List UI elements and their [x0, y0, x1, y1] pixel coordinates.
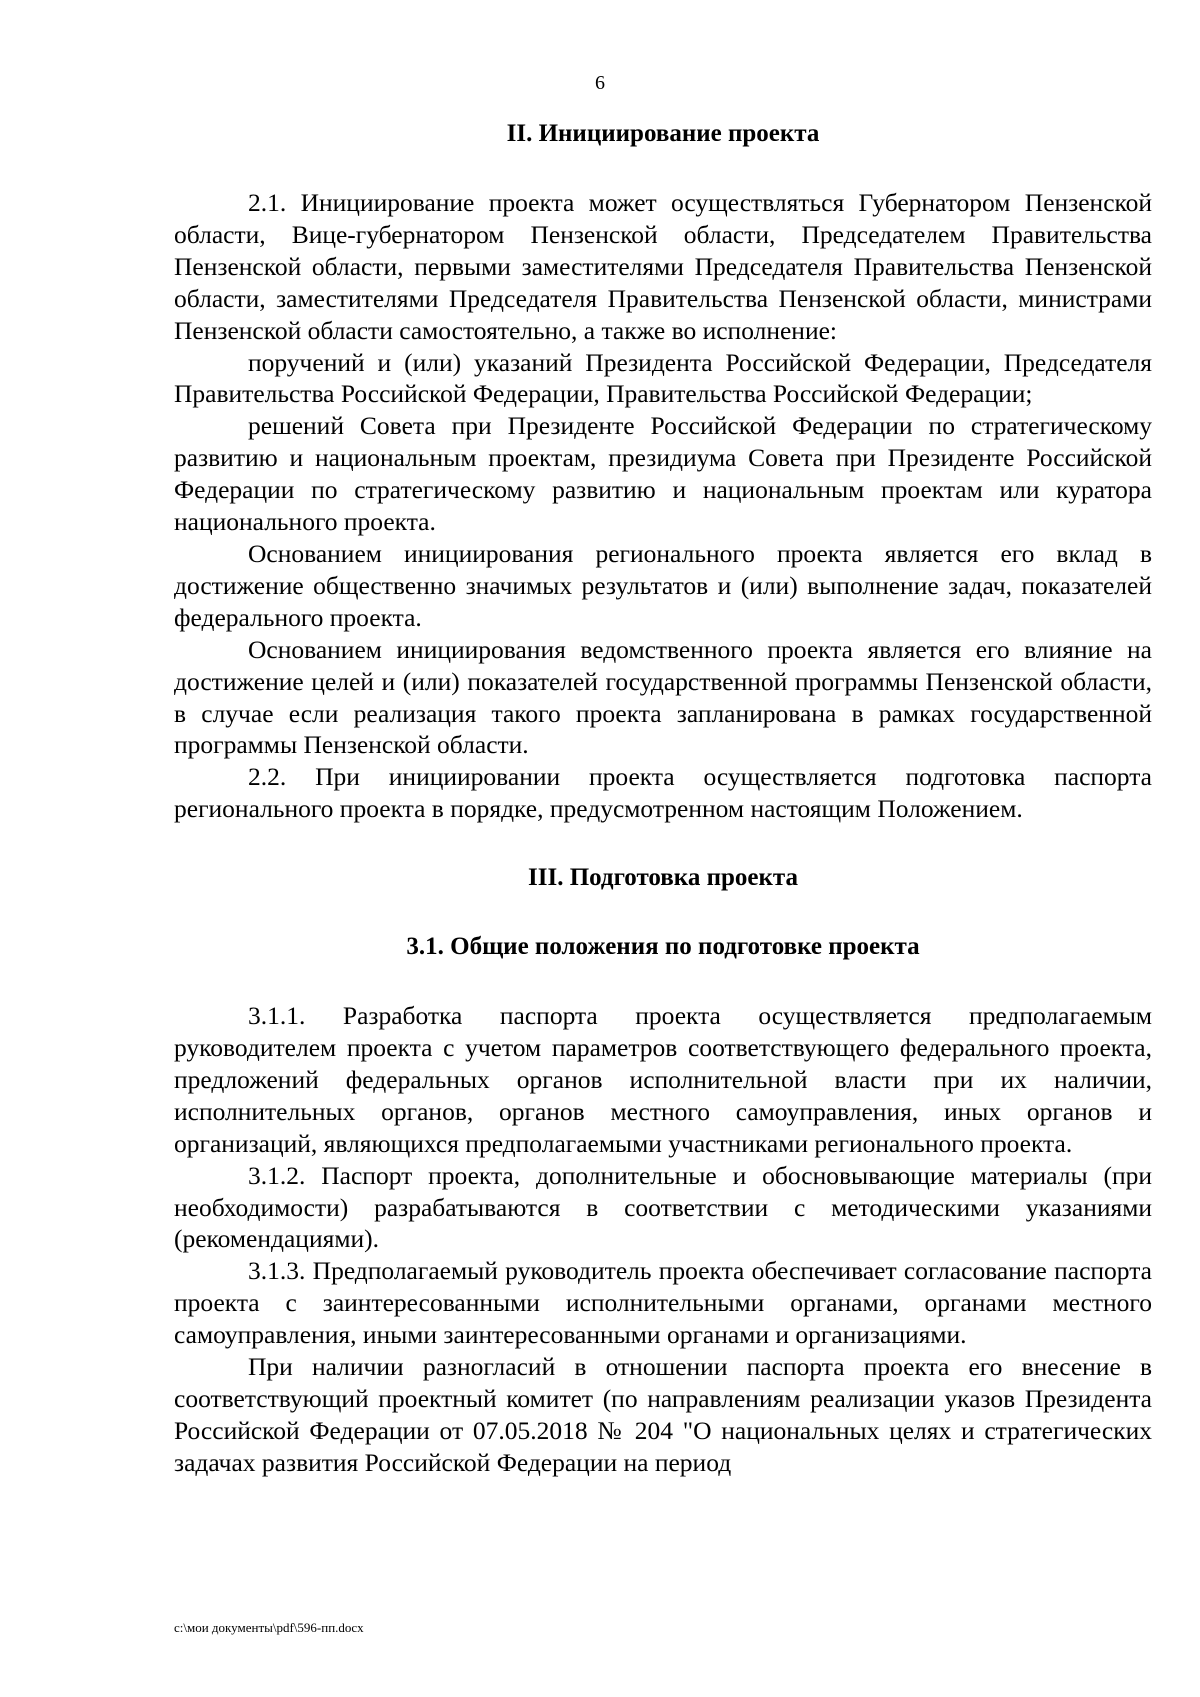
page-number: 6	[595, 72, 605, 94]
paragraph-3-1-2: 3.1.2. Паспорт проекта, дополнительные и обосновывающие материалы (при необходимости) разрабатываются в соответствии с методическими указаниями (рекомендациями).	[174, 1160, 1152, 1254]
file-path-footer: c:\мои документы\pdf\596-пп.docx	[174, 1620, 364, 1635]
paragraph-disagreements: При наличии разногласий в отношении паспорта проекта его внесение в соответствующий проектный комитет (по направлениям реализации указов Президента Российской Федерации от 07.05.2018 № 204 "О национальных целях и стратегических задачах развития Российской Федерации на период	[174, 1352, 1152, 1477]
paragraph-2-1-a: поручений и (или) указаний Президента Российской Федерации, Председателя Правительства Российской Федерации, Правительства Российской Федерации;	[174, 347, 1152, 409]
paragraph-2-1-departmental: Основанием инициирования ведомственного проекта является его влияние на достижение целей и (или) показателей государственной программы Пензенской области, в случае если реализация такого проекта запланирована в рамках государственной программы Пензенской области.	[174, 634, 1152, 760]
subsection-3-1-heading: 3.1. Общие положения по подготовке проекта	[406, 933, 920, 961]
paragraph-2-2: 2.2. При инициировании проекта осуществляется подготовка паспорта регионального проекта в порядке, предусмотренном настоящим Положением.	[174, 762, 1152, 824]
paragraph-2-1-b: решений Совета при Президенте Российской Федерации по стратегическому развитию и национальным проектам, президиума Совета при Президенте Российской Федерации по стратегическому развитию и национальным проектам или куратора национального проекта.	[174, 411, 1152, 537]
paragraph-3-1-3: 3.1.3. Предполагаемый руководитель проекта обеспечивает согласование паспорта проекта с заинтересованными исполнительными органами, органами местного самоуправления, иными заинтересованными органами и организациями.	[174, 1256, 1152, 1350]
section-3-heading: III. Подготовка проекта	[528, 864, 798, 892]
paragraph-3-1-1: 3.1.1. Разработка паспорта проекта осуществляется предполагаемым руководителем проекта с учетом параметров соответствующего федерального проекта, предложений федеральных органов исполнительной власти при их наличии, исполнительных органов, органов местного самоуправления, иных органов и организаций, являющихся предполагаемыми участниками регионального проекта.	[174, 1001, 1152, 1158]
document-body	[174, 118, 1152, 1479]
paragraph-2-1: 2.1. Инициирование проекта может осуществляться Губернатором Пензенской области, Вице-губернатором Пензенской области, Председателем Правительства Пензенской области, первыми заместителями Председателя Правительства Пензенской области, заместителями Председателя Правительства Пензенской области, министрами Пензенской области самостоятельно, а также во исполнение:	[174, 188, 1152, 345]
paragraph-2-1-regional: Основанием инициирования регионального проекта является его вклад в достижение общественно значимых результатов и (или) выполнение задач, показателей федерального проекта.	[174, 538, 1152, 632]
section-2-heading: II. Инициирование проекта	[506, 120, 820, 147]
